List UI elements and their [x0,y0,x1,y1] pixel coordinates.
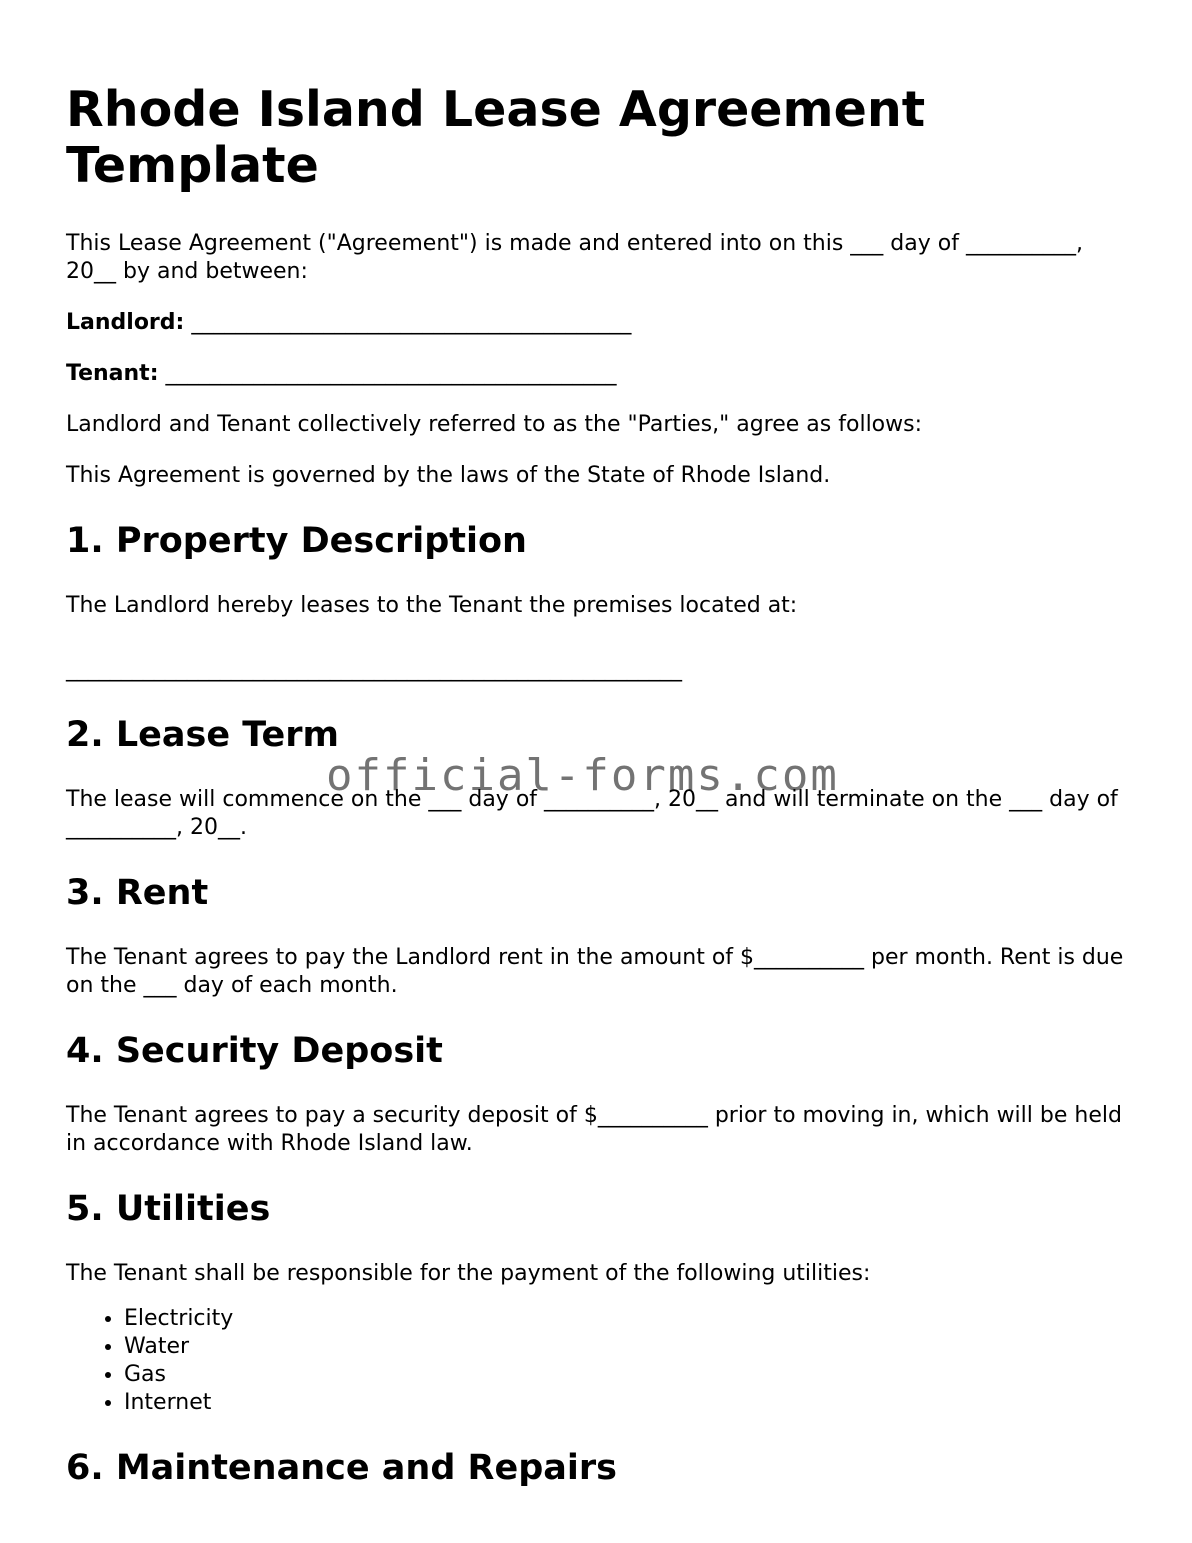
landlord-field [66,309,1128,337]
section-heading-lease-term: 2. Lease Term [66,715,339,755]
lease-term-paragraph: The lease will commence on the ___ day of __________, 20__ and will terminate on the ___ day of __________, 20__. [66,787,1118,840]
property-address-line: ________________________________________________________ [66,657,682,682]
section-heading-maintenance: 6. Maintenance and Repairs [66,1448,618,1488]
list-item: • Water [124,1333,1128,1361]
utilities-list [66,1305,1128,1417]
watermark: official-forms.com [326,750,839,801]
document-title: Rhode Island Lease Agreement Template [66,81,926,194]
rent-paragraph: The Tenant agrees to pay the Landlord rent in the amount of $__________ per month. Rent is due on the ___ day of each month. [66,945,1124,998]
landlord-label: Landlord: [66,310,185,335]
section-heading-rent: 3. Rent [66,873,209,913]
tenant-label: Tenant: [66,361,159,386]
section-heading-utilities: 5. Utilities [66,1189,271,1229]
list-item: • Internet [124,1389,1128,1417]
tenant-line: _________________________________________ [165,361,617,386]
landlord-line: ________________________________________ [191,310,632,335]
tenant-field [66,360,1128,388]
section-heading-property: 1. Property Description [66,521,527,561]
list-item: • Electricity [124,1305,1128,1333]
intro-paragraph: This Lease Agreement ("Agreement") is made and entered into on this ___ day of __________, 20__ by and between: [66,231,1083,284]
property-paragraph: The Landlord hereby leases to the Tenant the premises located at: [66,593,798,618]
list-item: • Gas [124,1361,1128,1389]
security-deposit-paragraph: The Tenant agrees to pay a security deposit of $__________ prior to moving in, which will be held in accordance with Rhode Island law. [66,1103,1122,1156]
utilities-paragraph: The Tenant shall be responsible for the payment of the following utilities: [66,1261,871,1286]
parties-paragraph: Landlord and Tenant collectively referred to as the "Parties," agree as follows: [66,412,923,437]
governing-law-paragraph: This Agreement is governed by the laws of the State of Rhode Island. [66,463,831,488]
section-heading-security-deposit: 4. Security Deposit [66,1031,443,1071]
